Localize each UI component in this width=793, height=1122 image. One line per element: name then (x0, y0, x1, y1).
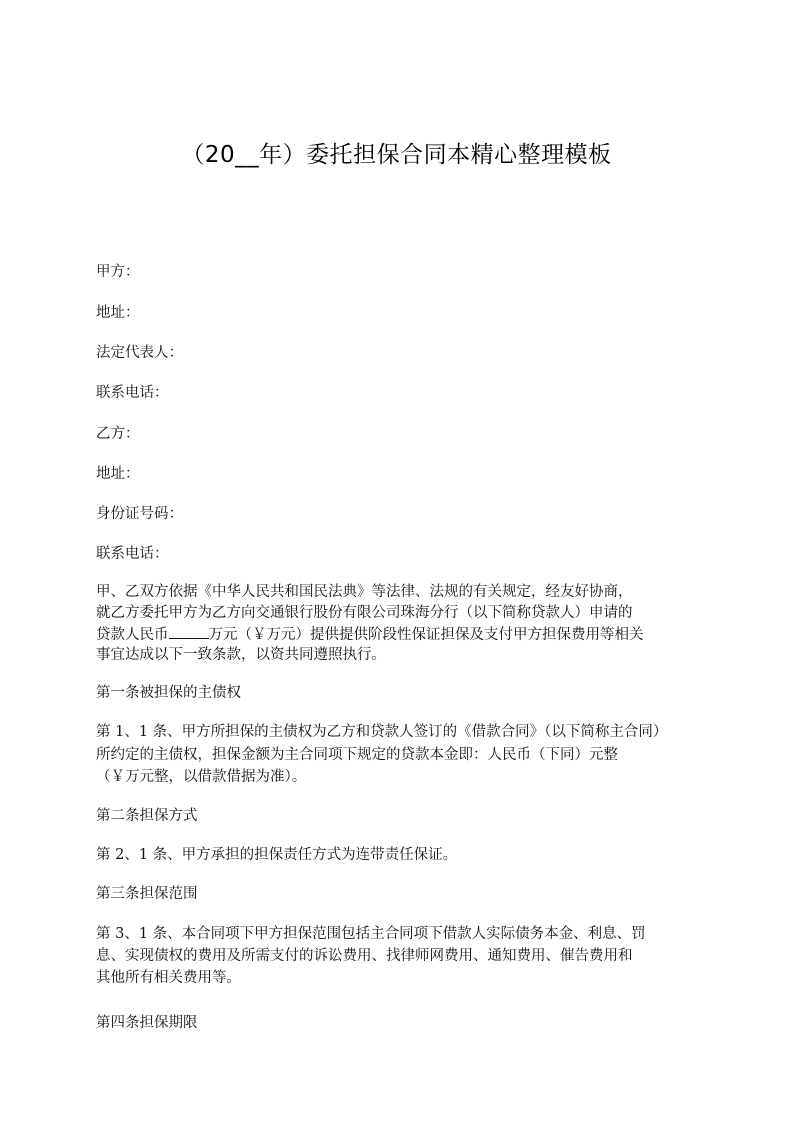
amount-blank (169, 624, 209, 639)
article-1-line: 第 1、1 条、甲方所担保的主债权为乙方和贷款人签订的《借款合同》（以下简称主合同） (96, 724, 668, 740)
article-2-heading: 第二条担保方式 (96, 808, 198, 824)
article-1-line: 所约定的主债权，担保金额为主合同项下规定的贷款本金即：人民币（下同）元整 (96, 747, 618, 763)
article-1-line: （￥万元整，以借款借据为准）。 (96, 769, 307, 785)
intro-line: 事宜达成以下一致条款，以资共同遵照执行。 (96, 647, 386, 663)
article-4-heading: 第四条担保期限 (96, 1015, 198, 1031)
intro-line-suffix: 万元（￥万元）提供提供阶段性保证担保及支付甲方担保费用等相关 (208, 627, 644, 643)
party-b-label: 乙方： (96, 426, 140, 442)
article-3-line: 息、实现债权的费用及所需支付的诉讼费用、找律师网费用、通知费用、催告费用和 (96, 948, 633, 964)
party-a-legal-rep: 法定代表人： (96, 345, 183, 361)
party-b-id-number: 身份证号码： (96, 506, 183, 522)
party-a-label: 甲方： (96, 264, 140, 280)
party-a-phone: 联系电话： (96, 385, 169, 401)
intro-line-prefix: 贷款人民币 (96, 627, 169, 643)
party-b-phone: 联系电话： (96, 546, 169, 562)
article-3-line: 其他所有相关费用等。 (96, 970, 241, 986)
document-title: （20__年）委托担保合同本精心整理模板 (181, 142, 612, 168)
party-a-address: 地址： (96, 305, 140, 321)
intro-line: 就乙方委托甲方为乙方向交通银行股份有限公司珠海分行（以下简称贷款人）申请的 (96, 605, 633, 621)
article-3-heading: 第三条担保范围 (96, 886, 198, 902)
article-3-line: 第 3、1 条、本合同项下甲方担保范围包括主合同项下借款人实际债务本金、利息、罚 (96, 926, 646, 942)
intro-line-amount (96, 624, 706, 646)
article-1-heading: 第一条被担保的主债权 (96, 685, 241, 701)
intro-line: 甲、乙双方依据《中华人民共和国民法典》等法律、法规的有关规定，经友好协商， (96, 584, 633, 600)
article-2-line: 第 2、1 条、甲方承担的担保责任方式为连带责任保证。 (96, 847, 458, 863)
party-b-address: 地址： (96, 466, 140, 482)
